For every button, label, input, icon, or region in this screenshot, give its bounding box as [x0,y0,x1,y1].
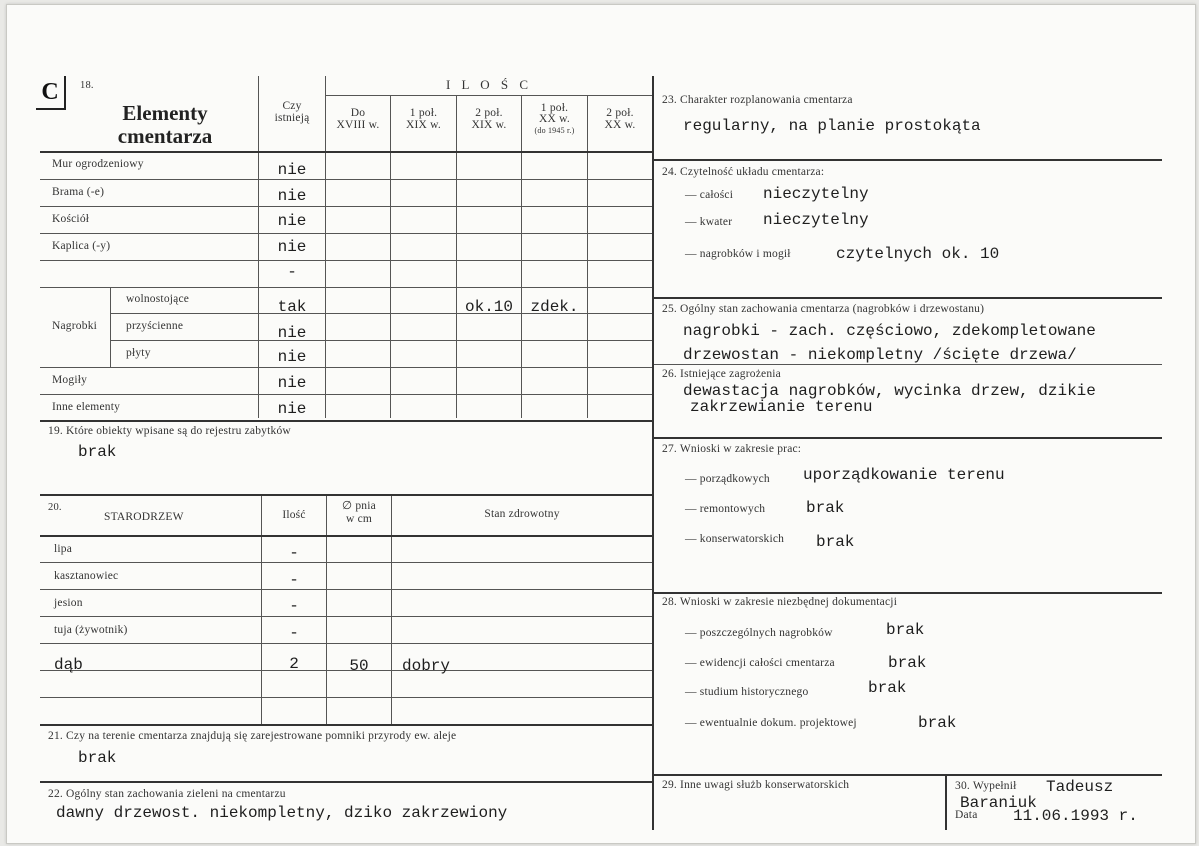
q21-answer: brak [78,749,117,767]
section-letter: C [36,76,66,110]
section-rule [654,159,1162,161]
period-col-5: 2 poł. XX w. [604,107,636,131]
tree-qty: - [289,597,299,615]
table18-divider [456,95,457,418]
tree-health: dobry [402,657,451,675]
period-col-2: 1 poł. XIX w. [406,107,441,131]
period-col-1: Do XVIII w. [336,107,380,131]
tree-qty: - [289,571,299,589]
table18-divider [521,95,522,418]
table20-divider [391,496,392,724]
row-label: płyty [126,347,151,359]
col-starodrzew: STARODRZEW [104,511,184,523]
table18-divider [587,95,588,418]
row-label: Brama (-e) [52,186,105,198]
header-rule [326,95,652,96]
row-rule [40,697,652,698]
row-rule [40,589,652,590]
q18-number: 18. [80,80,94,91]
elements-title: Elementy cmentarza [117,101,213,148]
row-exists: nie [277,161,307,179]
q22-answer: dawny drzewost. niekompletny, dziko zakrzewiony [56,804,508,822]
q28-label: 28. Wnioski w zakresie niezbędnej dokumentacji [662,596,898,608]
q28-item-value: brak [918,714,957,732]
row-rule [40,287,652,288]
row-exists: nie [277,187,307,205]
row-label: Inne elementy [52,401,121,413]
row-rule [40,616,652,617]
q25-line-1: nagrobki - zach. częściowo, zdekompletowane [683,322,1096,340]
row-rule [40,643,652,644]
row-rule [40,260,652,261]
q26-line-2: zakrzewianie terenu [690,398,873,416]
q21-label: 21. Czy na terenie cmentarza znajdują się zarejestrowane pomniki przyrody ew. aleje [48,730,457,742]
q27-item-label: — remontowych [685,503,766,515]
row-exists: - [287,263,297,281]
header-bottom-rule [40,535,652,537]
q27-item-value: brak [806,499,845,517]
col-exists-header: Czy istnieją [274,100,310,124]
row-rule [40,206,652,207]
q25-label: 25. Ogólny stan zachowania cmentarza (nagrobków i drzewostanu) [662,303,985,315]
col-diameter: ∅ pnia w cm [342,500,376,525]
center-divider [652,76,654,830]
q26-label: 26. Istniejące zagrożenia [662,368,781,380]
q27-item-value: brak [816,533,855,551]
q29-label: 29. Inne uwagi służb konserwatorskich [662,779,850,791]
section-rule [654,592,1162,594]
q28-item-value: brak [868,679,907,697]
row-rule [40,394,652,395]
period-col-4: 1 poł. XX w. (do 1945 r.) [534,102,575,135]
row-rule [40,562,652,563]
q27-label: 27. Wnioski w zakresie prac: [662,443,802,455]
q28-item-label: — ewentualnie dokum. projektowej [685,717,857,729]
row-exists: tak [277,298,307,316]
tree-name: lipa [54,543,73,555]
row-rule [40,179,652,180]
q30-divider [945,775,947,830]
header-bottom-rule [40,151,652,153]
q30-date-label: Data [955,809,978,821]
q22-label: 22. Ogólny stan zachowania zieleni na cmentarzu [48,788,286,800]
q25-line-2: drzewostan - niekompletny /ścięte drzewa/ [683,346,1077,364]
q24-item-label: — nagrobków i mogił [685,248,791,260]
section-rule [40,724,652,726]
q24-item-label: — kwater [685,216,733,228]
table18-divider [390,95,391,418]
q19-label: 19. Które obiekty wpisane są do rejestru zabytków [48,425,291,437]
period-col-3: 2 poł. XIX w. [471,107,507,131]
q28-item-label: — poszczególnych nagrobków [685,627,833,639]
q23-answer: regularny, na planie prostokąta [683,117,981,135]
tree-qty: - [289,544,299,562]
q24-label: 24. Czytelność układu cmentarza: [662,166,825,178]
col-health: Stan zdrowotny [484,508,560,520]
q27-item-value: uporządkowanie terenu [803,466,1005,484]
row-exists: nie [277,324,307,342]
row-rule [111,340,652,341]
tree-name: kasztanowiec [54,570,119,582]
q28-item-value: brak [888,654,927,672]
row-exists: nie [277,348,307,366]
row-rule [40,420,652,422]
table20-divider [326,496,327,724]
row-rule [40,367,652,368]
q20-number: 20. [48,502,62,513]
q23-label: 23. Charakter rozplanowania cmentarza [662,94,853,106]
q28-item-label: — ewidencji całości cmentarza [685,657,835,669]
q19-answer: brak [78,443,117,461]
q24-item-value: nieczytelny [763,211,869,229]
col-qty: Ilość [282,509,306,521]
q30-label: 30. Wypełnił [955,780,1017,792]
row-exists: nie [277,238,307,256]
q27-item-label: — konserwatorskich [685,533,785,545]
section-rule [40,494,652,496]
section-rule [654,437,1162,439]
tree-qty: 2 [289,655,299,673]
section-rule [654,774,1162,776]
row-exists: nie [277,212,307,230]
section-rule [654,297,1162,299]
tree-name: dąb [54,656,83,674]
section-rule [654,364,1162,365]
q28-item-label: — studium historycznego [685,686,809,698]
q28-item-value: brak [886,621,925,639]
tree-name: jesion [54,597,83,609]
row-label: Kościół [52,213,90,225]
row-rule [40,233,652,234]
table18-divider [110,287,111,367]
row-label: Kaplica (-y) [52,240,111,252]
row-label: Mogiły [52,374,88,386]
row-label: przyścienne [126,320,184,332]
qty-2pol-xix: ok.10 [464,298,513,316]
row-exists: nie [277,374,307,392]
row-exists: nie [277,400,307,418]
tree-name: tuja (żywotnik) [54,624,128,636]
tree-diameter: 50 [349,657,369,675]
tree-qty: - [289,624,299,642]
nagrobki-label: Nagrobki [52,320,98,332]
q30-date: 11.06.1993 r. [1013,807,1138,825]
q24-item-value: czytelnych ok. 10 [836,245,1000,263]
qty-1pol-xx: zdek. [530,298,579,316]
row-label: wolnostojące [126,293,190,305]
ilosc-header: I L O Ś C [445,77,533,92]
q30-name-1: Tadeusz [1046,778,1114,796]
row-label: Mur ogrodzeniowy [52,158,144,170]
q27-item-label: — porządkowych [685,473,770,485]
section-rule [40,781,652,783]
q24-item-value: nieczytelny [763,185,869,203]
q30-name-2: Baraniuk [960,794,1037,812]
q26-line-1: dewastacja nagrobków, wycinka drzew, dzikie [683,382,1096,400]
q24-item-label: — całości [685,189,734,201]
